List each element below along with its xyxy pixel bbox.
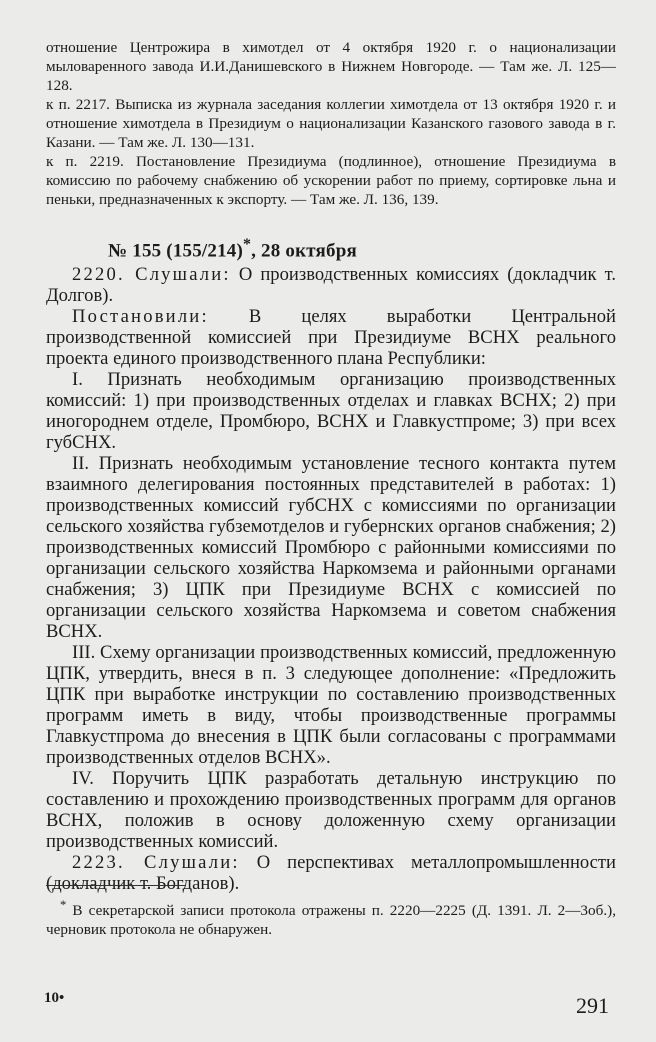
page-number: 291 bbox=[576, 993, 609, 1018]
paragraph-item-2: II. Признать необходимым установление тесного контакта путем взаимного делегирования постоянных представителей в работах: 1) производственных комиссий губСНХ с комиссиями по организации сельского хозяйства губземотделов и губернских органов снабжения; 2) производственных комиссий Промбюро с районными комиссиями по организации сельского хозяйства Наркомзема и районными органами снабжения; 3) ЦПК при Президиуме ВСНХ с комиссией по организации сельского хозяйства Наркомзема и советом снабжения ВСНХ. bbox=[46, 453, 616, 642]
footnote-divider bbox=[46, 885, 186, 886]
source-note: к п. 2219. Постановление Президиума (подлинное), отношение Президиума в комиссию по рабочему снабжению об ускорении работ по приему, сортировке льна и пеньки, предназначенных к экспорту. — Там же. Л. 136, 139. bbox=[46, 153, 616, 208]
paragraph-item-4: IV. Поручить ЦПК разработать детальную инструкцию по составлению и прохождению производственных программ для органов ВСНХ, положив в основу доложенную схему организации производственных комиссий. bbox=[46, 768, 616, 852]
footnote-text: В секретарской записи протокола отражены п. 2220—2225 (Д. 1391. Л. 2—3об.), черновик протокола не обнаружен. bbox=[46, 902, 616, 939]
heard-label: 2223. Слушали: bbox=[72, 852, 240, 873]
signature-mark: 10• bbox=[44, 990, 65, 1006]
resolved-label: Постановили: bbox=[72, 306, 209, 327]
source-notes bbox=[46, 38, 616, 209]
source-note: к п. 2217. Выписка из журнала заседания коллегии химотдела от 13 октября 1920 г. и отношение химотдела в Президиум о национализации Казанского газового завода в г. Казани. — Там же. Л. 130—131. bbox=[46, 96, 616, 151]
protocol-date: , 28 октября bbox=[251, 240, 357, 262]
protocol-number: № 155 (155/214) bbox=[108, 240, 244, 262]
paragraph-text: В целях выработки Центральной производственной комиссией при Президиуме ВСНХ реального проекта единого производственного плана Республики: bbox=[46, 306, 616, 369]
footnote bbox=[46, 896, 616, 939]
paragraph-resolved bbox=[46, 306, 616, 369]
protocol-body bbox=[46, 264, 616, 894]
paragraph-2220 bbox=[46, 264, 616, 306]
paragraph-item-1: I. Признать необходимым организацию производственных комиссий: 1) при производственных отделах и главках ВСНХ; 2) при иногороднем отделе, Промбюро, ВСНХ и Главкустпроме; 3) при всех губСНХ. bbox=[46, 369, 616, 453]
paragraph-text: О перспективах металлопромышленности (докладчик т. Богданов). bbox=[46, 852, 616, 894]
source-note: отношение Центрожира в химотдел от 4 октября 1920 г. о национализации мыловаренного завода И.И.Данишевского в Нижнем Новгороде. — Там же. Л. 125—128. bbox=[46, 39, 616, 94]
paragraph-text: О производственных комиссиях (докладчик т. Долгов). bbox=[46, 264, 616, 306]
footnote-mark: * bbox=[60, 898, 67, 912]
heading-footnote-mark: * bbox=[243, 236, 252, 253]
paragraph-2223 bbox=[46, 852, 616, 894]
protocol-heading bbox=[108, 236, 357, 262]
paragraph-item-3: III. Схему организации производственных комиссий, предложенную ЦПК, утвердить, внеся в п. 3 следующее дополнение: «Предложить ЦПК при выработке инструкции по составлению производственных программ иметь в виду, чтобы производственные программы Главкустпрома до внесения в ЦПК были согласованы с программами производственных отделов ВСНХ». bbox=[46, 642, 616, 768]
heard-label: 2220. Слушали: bbox=[72, 264, 231, 285]
